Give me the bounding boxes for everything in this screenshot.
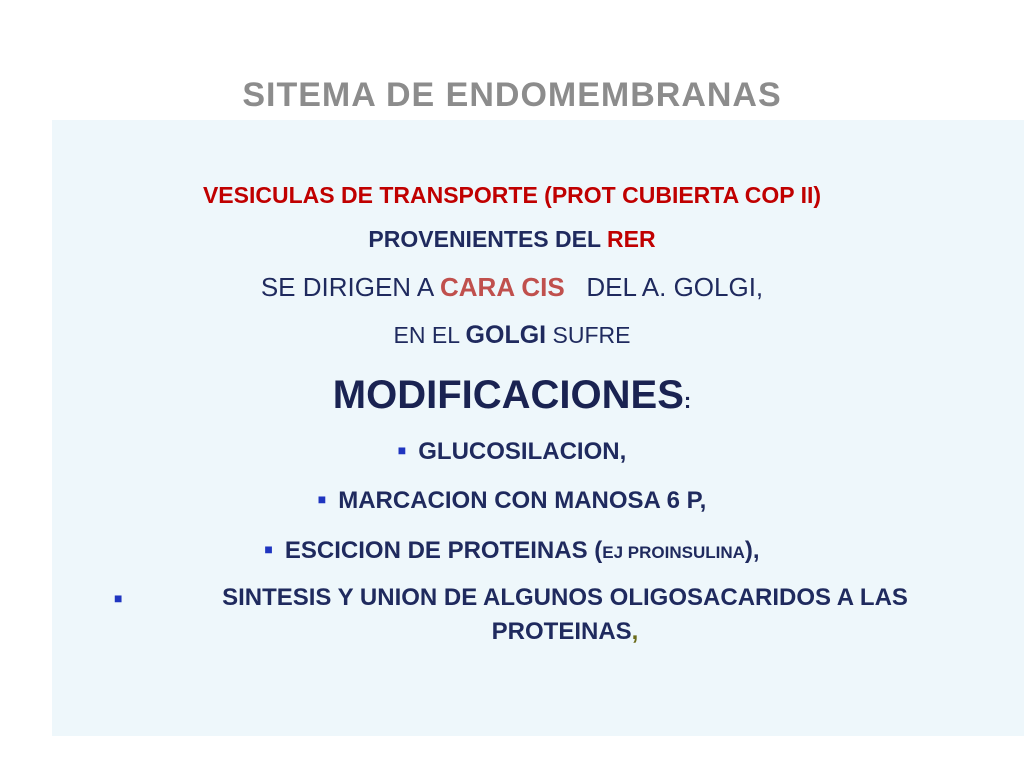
slide-title: SITEMA DE ENDOMEMBRANAS	[242, 76, 782, 114]
bullet-item-mannose-marking	[0, 482, 1024, 518]
golgi-suffix: SUFRE	[546, 322, 631, 348]
square-bullet-icon: ■	[114, 590, 123, 606]
rer-label: RER	[607, 226, 656, 252]
destination-prefix: SE DIRIGEN A	[260, 272, 440, 302]
bullet-text: GLUCOSILACION,	[418, 438, 627, 465]
bullet-item-glycosylation	[0, 433, 1024, 469]
square-bullet-icon: ■	[264, 541, 273, 557]
cara-cis-label: CARA CIS	[440, 272, 565, 302]
modifications-colon: :	[683, 388, 692, 413]
bullet-text-wrap	[150, 581, 980, 649]
golgi-line	[0, 318, 1024, 352]
destination-line	[0, 268, 1024, 306]
bullet-example-text: EJ PROINSULINA	[602, 543, 745, 562]
modifications-heading	[0, 366, 1024, 430]
bullet-item-oligosaccharide-synthesis	[110, 581, 980, 649]
origin-prefix: PROVENIENTES DEL	[368, 226, 607, 252]
golgi-prefix: EN EL	[393, 322, 466, 348]
bullet-item-protein-cleavage	[0, 532, 1024, 570]
bullet-text: ESCICION DE PROTEINAS (	[284, 537, 603, 564]
square-bullet-icon: ■	[317, 491, 327, 507]
golgi-label: GOLGI	[465, 321, 547, 349]
bullet-text-end: ),	[744, 537, 760, 564]
transport-vesicles-line: VESICULAS DE TRANSPORTE (PROT CUBIERTA COP II)	[202, 182, 822, 208]
bullet-text: SINTESIS Y UNION DE ALGUNOS OLIGOSACARIDOS A LAS PROTEINAS	[222, 584, 908, 645]
square-bullet-icon: ■	[397, 442, 407, 458]
modifications-label: MODIFICACIONES	[332, 373, 684, 417]
bullet-text: MARCACION CON MANOSA 6 P,	[338, 487, 707, 514]
origin-line	[0, 222, 1024, 256]
destination-suffix: DEL A. GOLGI,	[586, 272, 764, 302]
bullet-text-end: ,	[631, 618, 639, 645]
